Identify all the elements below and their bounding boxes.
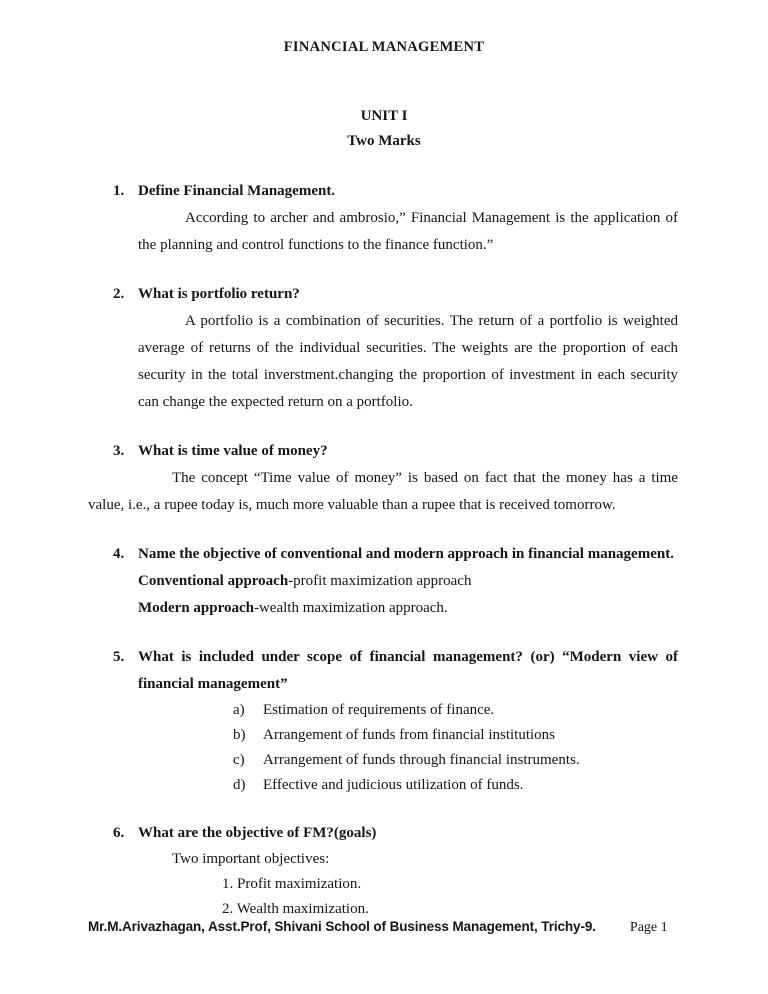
question-text-3: What is time value of money? (138, 443, 328, 459)
answer-line-label-modern: Modern approach (138, 600, 254, 616)
answer-line-modern-approach (138, 595, 678, 622)
question-block-1 (88, 178, 678, 259)
question-block-6 (88, 820, 678, 922)
list-item-text: Arrangement of funds through financial instruments. (263, 752, 580, 768)
list-marker: a) (233, 702, 245, 718)
question-heading-4 (88, 541, 678, 568)
list-item (233, 773, 678, 798)
list-item (233, 748, 678, 773)
document-body (88, 178, 678, 922)
answer-text-1: According to archer and ambrosio,” Financial Management is the application of the planning and control functions to the finance function.” (138, 210, 678, 253)
answer-lead-6: Two important objectives: (172, 851, 330, 867)
list-marker: d) (233, 777, 246, 793)
question-block-4 (88, 541, 678, 622)
list-item-text: Estimation of requirements of finance. (263, 702, 495, 718)
list-item-text: Effective and judicious utilization of funds. (263, 777, 524, 793)
page-footer (88, 919, 688, 936)
question-number-2: 2. (113, 286, 125, 302)
question-heading-3 (88, 438, 678, 465)
answer-text-2: A portfolio is a combination of securities. The return of a portfolio is weighted average of returns of the individual securities. The weights are the proportion of each security in the total inverstment.changing the proportion of investment in each security can change the expected return on a portfolio. (138, 313, 678, 410)
answer-text-3: The concept “Time value of money” is based on fact that the money has a time value, i.e., a rupee today is, much more valuable than a rupee that is received tomorrow. (88, 470, 678, 513)
question-number-4: 4. (113, 546, 125, 562)
list-marker: c) (233, 752, 245, 768)
page-title: FINANCIAL MANAGEMENT (283, 39, 485, 55)
question-text-5: What is included under scope of financial management? (or) “Modern view of financial management” (138, 649, 678, 692)
answer-line-label-conventional: Conventional approach (138, 573, 289, 589)
list-item (233, 698, 678, 723)
spacer (88, 519, 678, 541)
question-heading-6 (88, 820, 678, 847)
list-item (233, 723, 678, 748)
question-number-5: 5. (113, 649, 125, 665)
answer-line-rest-conventional: -profit maximization approach (288, 573, 472, 589)
answer-line-conventional-approach (138, 568, 678, 595)
spacer (88, 622, 678, 644)
spacer (88, 259, 678, 281)
unit-heading: UNIT I (360, 108, 408, 124)
question-number-1: 1. (113, 183, 125, 199)
question-text-6: What are the objective of FM?(goals) (138, 825, 377, 841)
list-item: 1. Profit maximization. (222, 876, 362, 892)
question-text-2: What is portfolio return? (138, 286, 300, 302)
question-number-6: 6. (113, 825, 125, 841)
question-block-5 (88, 644, 678, 798)
question-heading-2 (88, 281, 678, 308)
question-text-4: Name the objective of conventional and modern approach in financial management. (138, 546, 674, 562)
list-item: 2. Wealth maximization. (222, 901, 369, 917)
footer-author: Mr.M.Arivazhagan, Asst.Prof, Shivani School of Business Management, Trichy-9. (88, 919, 596, 934)
question-heading-5 (88, 644, 678, 698)
subunit-heading: Two Marks (347, 133, 421, 149)
footer-page-number: Page 1 (629, 920, 668, 935)
question-text-1: Define Financial Management. (138, 183, 336, 199)
question-heading-1 (88, 178, 678, 205)
answer-line-rest-modern: -wealth maximization approach. (253, 600, 448, 616)
spacer (88, 798, 678, 820)
question-number-3: 3. (113, 443, 125, 459)
spacer (88, 416, 678, 438)
question-block-2 (88, 281, 678, 416)
answer-list-5 (88, 698, 678, 798)
answer-list-6 (88, 872, 678, 922)
list-marker: b) (233, 727, 246, 743)
question-block-3 (88, 438, 678, 519)
list-item-text: Arrangement of funds from financial institutions (263, 727, 556, 743)
